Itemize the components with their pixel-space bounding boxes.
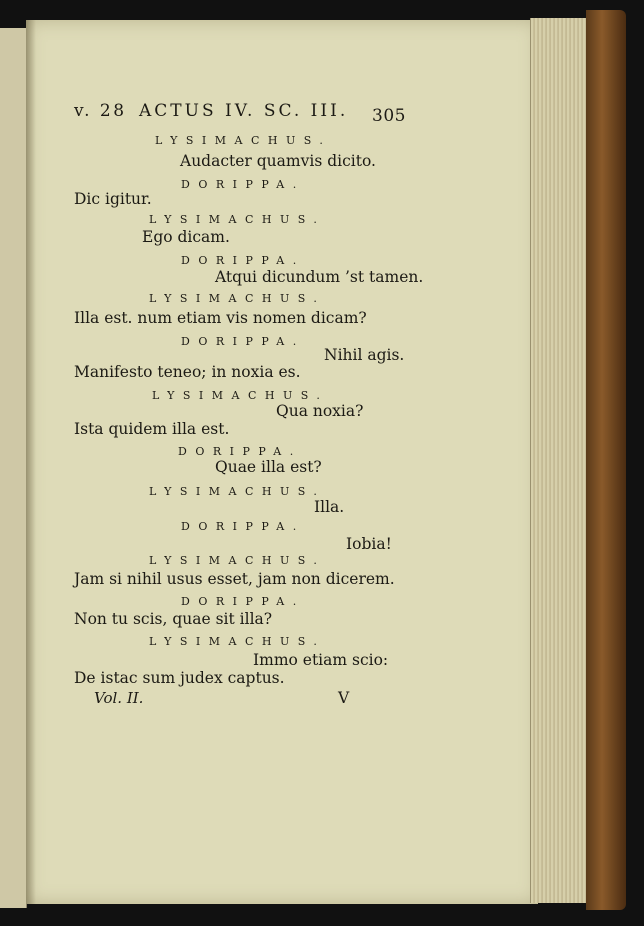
dialogue-line: Immo etiam scio:: [253, 651, 389, 669]
dialogue-line: Audacter quamvis dicito.: [180, 152, 376, 170]
dialogue-line: Dic igitur.: [74, 190, 152, 208]
dialogue-line: Illa.: [314, 498, 345, 516]
dialogue-line: Illa est. num etiam vis nomen dicam?: [74, 309, 367, 327]
book-cover-edge: [586, 10, 626, 910]
speaker-name: DORIPPA.: [178, 445, 302, 458]
speaker-name: LYSIMACHUS.: [149, 213, 326, 226]
speaker-name: LYSIMACHUS.: [155, 134, 332, 147]
left-page-edge: [0, 28, 27, 908]
speaker-name: LYSIMACHUS.: [149, 485, 326, 498]
page-number: 305: [372, 106, 406, 126]
speaker-name: LYSIMACHUS.: [152, 389, 329, 402]
dialogue-line: Ista quidem illa est.: [74, 420, 230, 438]
speaker-name: DORIPPA.: [181, 254, 305, 267]
speaker-name: LYSIMACHUS.: [149, 292, 326, 305]
dialogue-line: Iobia!: [346, 535, 392, 553]
dialogue-line: Nihil agis.: [324, 346, 405, 364]
signature-mark: V: [338, 689, 350, 707]
volume-footer: Vol. II.: [94, 689, 144, 707]
dialogue-line: De istac sum judex captus.: [74, 669, 285, 687]
dialogue-line: Quae illa est?: [215, 458, 322, 476]
dialogue-line: Ego dicam.: [142, 228, 230, 246]
speaker-name: DORIPPA.: [181, 178, 305, 191]
verse-reference: v. 28: [74, 101, 127, 121]
speaker-name: LYSIMACHUS.: [149, 554, 326, 567]
act-scene-heading: ACTUS IV. SC. III.: [139, 101, 349, 121]
page-gutter-shadow: [26, 20, 36, 904]
speaker-name: DORIPPA.: [181, 335, 305, 348]
speaker-name: DORIPPA.: [181, 520, 305, 533]
dialogue-line: Manifesto teneo; in noxia es.: [74, 363, 301, 381]
dialogue-line: Jam si nihil usus esset, jam non dicerem.: [74, 570, 395, 588]
speaker-name: LYSIMACHUS.: [149, 635, 326, 648]
dialogue-line: Qua noxia?: [276, 402, 364, 420]
dialogue-line: Atqui dicundum ’st tamen.: [215, 268, 424, 286]
speaker-name: DORIPPA.: [181, 595, 305, 608]
dialogue-line: Non tu scis, quae sit illa?: [74, 610, 273, 628]
